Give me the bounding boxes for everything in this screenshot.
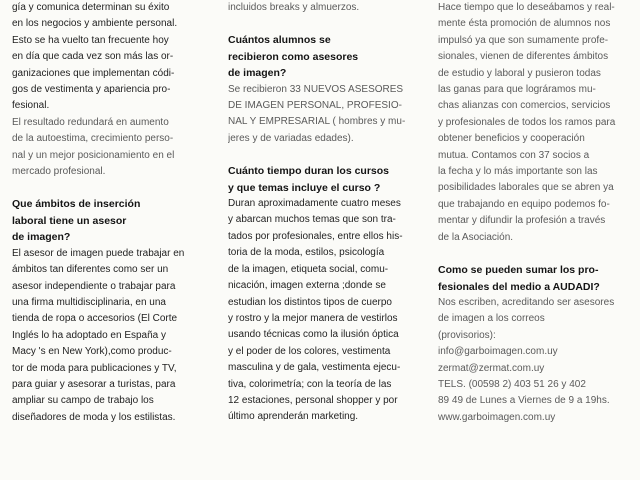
text-line: las ganas para que lográramos mu- (438, 84, 596, 96)
text-line: sionales, vienen de diferentes ámbitos (438, 51, 609, 63)
text-line: en los negocios y ambiente personal. (12, 18, 178, 30)
column-3 (438, 0, 632, 480)
text-line: Duran aproximadamente cuatro meses (228, 198, 401, 210)
text-line: impulsó ya que son sumamente profe- (438, 34, 609, 46)
text-line: y abarcan muchos temas que son tra- (228, 214, 396, 226)
text-line: masculina y de gala, vestimenta ejecu- (228, 362, 401, 374)
text-line: tados por profesionales, entre ellos his- (228, 230, 403, 242)
text-line: Cuántos alumnos se (228, 34, 331, 47)
paragraph-result (12, 115, 208, 181)
text-line: info@garboimagen.com.uy (438, 346, 558, 358)
text-line: y el poder de los colores, vestimenta (228, 345, 391, 357)
text-line: TELS. (00598 2) 403 51 26 y 402 (438, 378, 586, 390)
text-line: toria de la moda, estilos, psicología (228, 247, 385, 259)
text-line: gos de vestimenta y apariencia pro- (12, 84, 171, 96)
text-line: NAL Y EMPRESARIAL ( hombres y mu- (228, 116, 406, 128)
text-line: nal y un mejor posicionamiento en el (12, 149, 175, 161)
text-line: una firma multidisciplinaria, en una (12, 296, 166, 308)
text-line: de imagen a los correos (438, 313, 545, 325)
paragraph-students-graduated (228, 82, 425, 148)
text-line: posibilidades laborales que se abren ya (438, 182, 614, 194)
text-line: tienda de ropa o accesorios (El Corte (12, 313, 178, 325)
text-line: El resultado redundará en aumento (12, 116, 169, 128)
text-line: www.garboimagen.com.uy (438, 411, 556, 423)
text-line: (provisorios): (438, 329, 496, 341)
text-line: mercado profesional. (12, 166, 106, 178)
text-line: que trabajando en equipo podemos fo- (438, 198, 610, 210)
paragraph-association (438, 0, 632, 246)
column-1 (12, 0, 208, 480)
text-line: Inglés lo ha adoptado en España y (12, 329, 167, 341)
text-line: 12 estaciones, personal shopper y por (228, 394, 398, 406)
text-line: ampliar su campo de trabajo los (12, 395, 154, 407)
text-line: fesional. (12, 100, 50, 112)
text-line: Macy 's en New York),como produc- (12, 346, 172, 358)
text-line: la fecha y lo más importante son las (438, 166, 598, 178)
text-line: Nos escriben, acreditando ser asesores (438, 296, 615, 308)
text-line: tor de moda para publicaciones y TV, (12, 362, 177, 374)
text-line: de imagen? (12, 231, 71, 244)
text-line: usando técnicas como la ilusión óptica (228, 329, 399, 341)
text-line: asesor independiente o trabajar para (12, 280, 176, 292)
text-line: diseñadores de moda y los estilistas. (12, 411, 176, 423)
text-line: de imagen? (228, 67, 287, 80)
text-line: de la Asociación. (438, 231, 514, 243)
paragraph-contact-info (438, 295, 632, 426)
text-line: ámbitos tan diferentes como ser un (12, 264, 169, 276)
text-line: en día que cada vez son más las or- (12, 51, 174, 63)
text-line: Que ámbitos de inserción (12, 198, 141, 211)
text-line: mutua. Contamos con 37 socios a (438, 149, 590, 161)
text-line: recibieron como asesores (228, 50, 359, 63)
text-line: tiva, colorimetría; con la teoría de las (228, 378, 392, 390)
text-line: chas alianzas con comercios, servicios (438, 100, 611, 112)
text-line: incluidos breaks y almuerzos. (228, 2, 360, 13)
text-line: de estudio y laboral y pusieron todas (438, 67, 601, 79)
heading-course-duration (228, 163, 425, 196)
text-line: y que temas incluye el curso ? (228, 181, 381, 194)
text-line: Se recibieron 33 NUEVOS ASESORES (228, 83, 404, 95)
text-line: para guiar y asesorar a turistas, para (12, 378, 176, 390)
paragraph-image-success (12, 0, 208, 115)
text-line: Como se pueden sumar los pro- (438, 264, 599, 277)
text-line: zermat@zermat.com.uy (438, 362, 545, 374)
paragraph-course-duration (228, 196, 425, 426)
text-line: y profesionales de todos los ramos para (438, 116, 616, 128)
text-line: estudian los distintos tipos de cuerpo (228, 296, 392, 308)
text-line: jeres y de variadas edades). (228, 132, 354, 144)
text-line: laboral tiene un asesor (12, 214, 127, 227)
text-line: gía y comunica determinan su éxito (12, 2, 170, 13)
text-line: mente ésta promoción de alumnos nos (438, 18, 611, 30)
text-line: DE IMAGEN PERSONAL, PROFESIO- (228, 100, 402, 112)
text-line: ganizaciones que implementan códi- (12, 67, 175, 79)
text-line: El asesor de imagen puede trabajar en (12, 247, 185, 259)
text-line: último aprenderán marketing. (228, 411, 359, 423)
text-line: Esto se ha vuelto tan frecuente hoy (12, 34, 169, 46)
text-line: fesionales del medio a AUDADI? (438, 280, 600, 293)
text-line: y rostro y la mejor manera de vestirlos (228, 312, 398, 324)
text-line: nicación, imagen externa ;donde se (228, 280, 386, 292)
text-line: Hace tiempo que lo deseábamos y real- (438, 2, 615, 13)
column-2 (228, 0, 425, 480)
paragraph-breaks (228, 0, 425, 16)
text-line: de la imagen, etiqueta social, comu- (228, 263, 389, 275)
text-line: de la autoestima, crecimiento perso- (12, 133, 174, 145)
text-line: 89 49 de Lunes a Viernes de 9 a 19hs. (438, 395, 610, 407)
heading-students-graduated (228, 32, 425, 81)
text-line: obtener beneficios y cooperación (438, 133, 585, 145)
text-line: Cuánto tiempo duran los cursos (228, 165, 390, 178)
paragraph-labor-fields (12, 246, 208, 426)
heading-labor-fields (12, 196, 208, 245)
heading-how-to-join (438, 262, 632, 295)
text-line: mentar y difundir la profesión a través (438, 215, 606, 227)
